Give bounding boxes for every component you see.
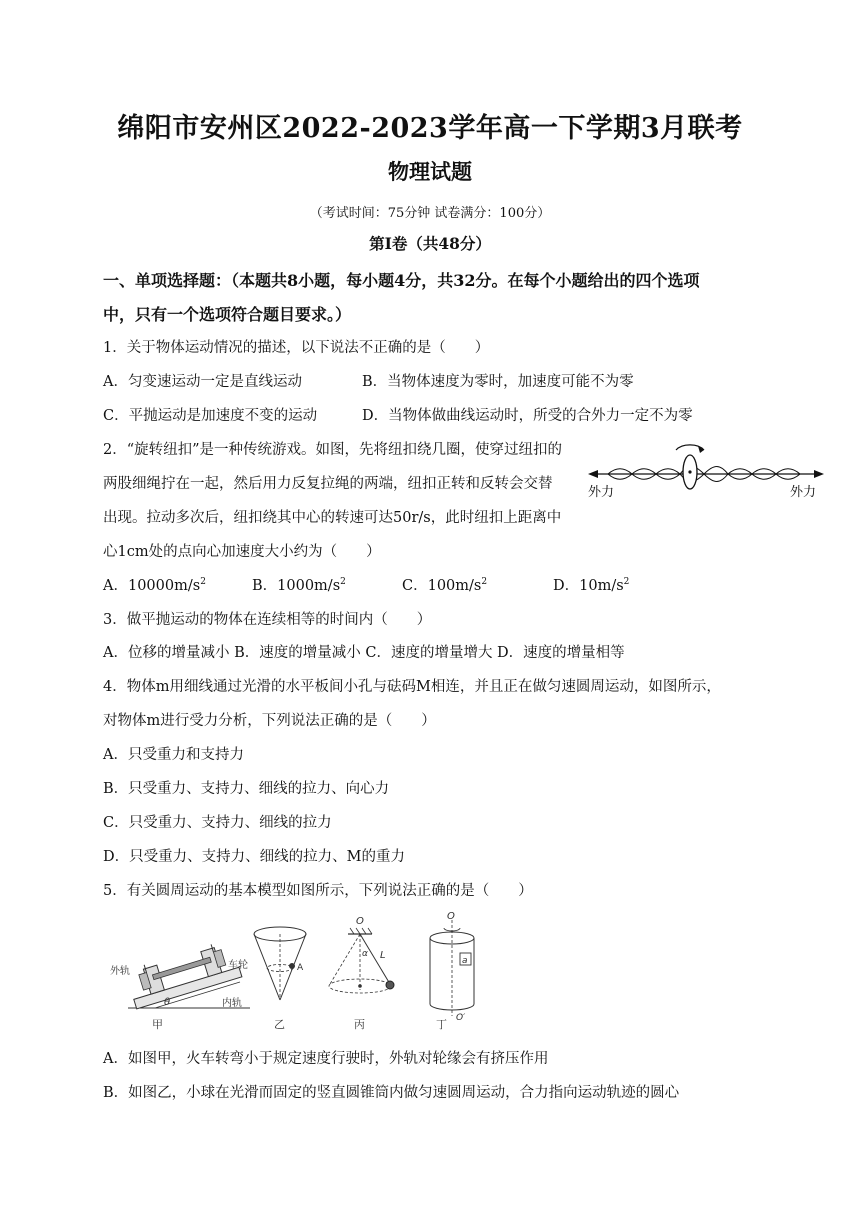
label-L: L (380, 950, 386, 961)
figure-label-bing: 丙 (354, 1018, 365, 1030)
label-outer-rail: 外轨 (110, 966, 130, 977)
label-inner-rail: 内轨 (222, 998, 242, 1009)
label-O-pendulum: O (356, 916, 364, 927)
q5-option-b: B．如图乙，小球在光滑而固定的竖直圆锥筒内做匀速圆周运动，合力指向运动轨迹的圆心 (103, 1085, 680, 1101)
label-O-cylinder: O (447, 911, 455, 922)
q2-label-left-force: 外力 (588, 485, 615, 500)
q1-option-a: A．匀变速运动一定是直线运动 (103, 374, 302, 390)
circular-motion-models-figure (100, 908, 480, 1030)
q2-line1: 2．“旋转纽扣”是一种传统游戏。如图，先将纽扣绕几圈，使穿过纽扣的 (103, 442, 563, 458)
page-subtitle: 物理试题 (388, 159, 472, 184)
q2-label-right-force: 外力 (790, 485, 817, 500)
label-O-prime: O′ (456, 1013, 466, 1023)
label-wheel: 车轮 (228, 960, 248, 971)
q5-option-a: A．如图甲，火车转弯小于规定速度行驶时，外轨对轮缘会有挤压作用 (103, 1051, 549, 1067)
label-a-block: a (462, 956, 468, 966)
q1-option-b: B．当物体速度为零时，加速度可能不为零 (362, 374, 634, 390)
figure-label-ding: 丁 (436, 1018, 447, 1030)
exam-info: （考试时间：75分钟 试卷满分：100分） (309, 206, 551, 221)
q2-option-a: A．$10000m/s^2$ (103, 577, 206, 594)
q1-option-c: C．平抛运动是加速度不变的运动 (103, 408, 318, 424)
section-heading-line1: 一、单项选择题：（本题共8小题，每小题4分，共32分。在每个小题给出的四个选项 (103, 271, 700, 290)
figure-ding-rotating-cylinder (430, 920, 474, 1016)
label-theta: θ (164, 997, 171, 1008)
q4-option-a: A．只受重力和支持力 (103, 747, 244, 763)
q2-line2: 两股细绳拧在一起，然后用力反复拉绳的两端，纽扣正转和反转会交替 (103, 476, 553, 492)
figure-label-yi: 乙 (274, 1018, 285, 1030)
q4-option-c: C．只受重力、支持力、细线的拉力 (103, 815, 332, 831)
q3-options: A．位移的增量减小 B．速度的增量减小 C．速度的增量增大 D．速度的增量相等 (103, 645, 625, 661)
section-heading-line2: 中，只有一个选项符合题目要求。） (103, 305, 352, 324)
figure-label-jia: 甲 (152, 1018, 163, 1030)
q2-option-d: D．$10m/s^2$ (553, 577, 630, 594)
q4-option-b: B．只受重力、支持力、细线的拉力、向心力 (103, 781, 390, 797)
q2-line4: 心1cm处的点向心加速度大小约为（ ） (103, 544, 381, 560)
q1-stem: 1．关于物体运动情况的描述，以下说法不正确的是（ ） (103, 340, 490, 356)
q4-option-d: D．只受重力、支持力、细线的拉力、M的重力 (103, 849, 405, 865)
q2-option-c: C．$100m/s^2$ (402, 577, 488, 594)
q1-option-d: D．当物体做曲线运动时，所受的合外力一定不为零 (362, 408, 693, 424)
q5-stem: 5．有关圆周运动的基本模型如图所示，下列说法正确的是（ ） (103, 883, 533, 899)
page-title: 绵阳市安州区2022-2023学年高一下学期3月联考 (117, 113, 743, 144)
q4-line1: 4．物体m用细线通过光滑的水平板间小孔与砝码M相连，并且正在做匀速圆周运动，如图所示， (103, 679, 721, 695)
q4-line2: 对物体m进行受力分析，下列说法正确的是（ ） (103, 713, 436, 729)
volume-heading: 第I卷（共48分） (369, 234, 491, 253)
label-alpha: α (362, 949, 368, 959)
q2-option-b: B．$1000m/s^2$ (252, 577, 346, 594)
label-A: A (297, 963, 304, 973)
q2-line3: 出现。拉动多次后，纽扣绕其中心的转速可达50r/s，此时纽扣上距离中 (103, 510, 562, 526)
q3-stem: 3．做平抛运动的物体在连续相等的时间内（ ） (103, 612, 432, 628)
